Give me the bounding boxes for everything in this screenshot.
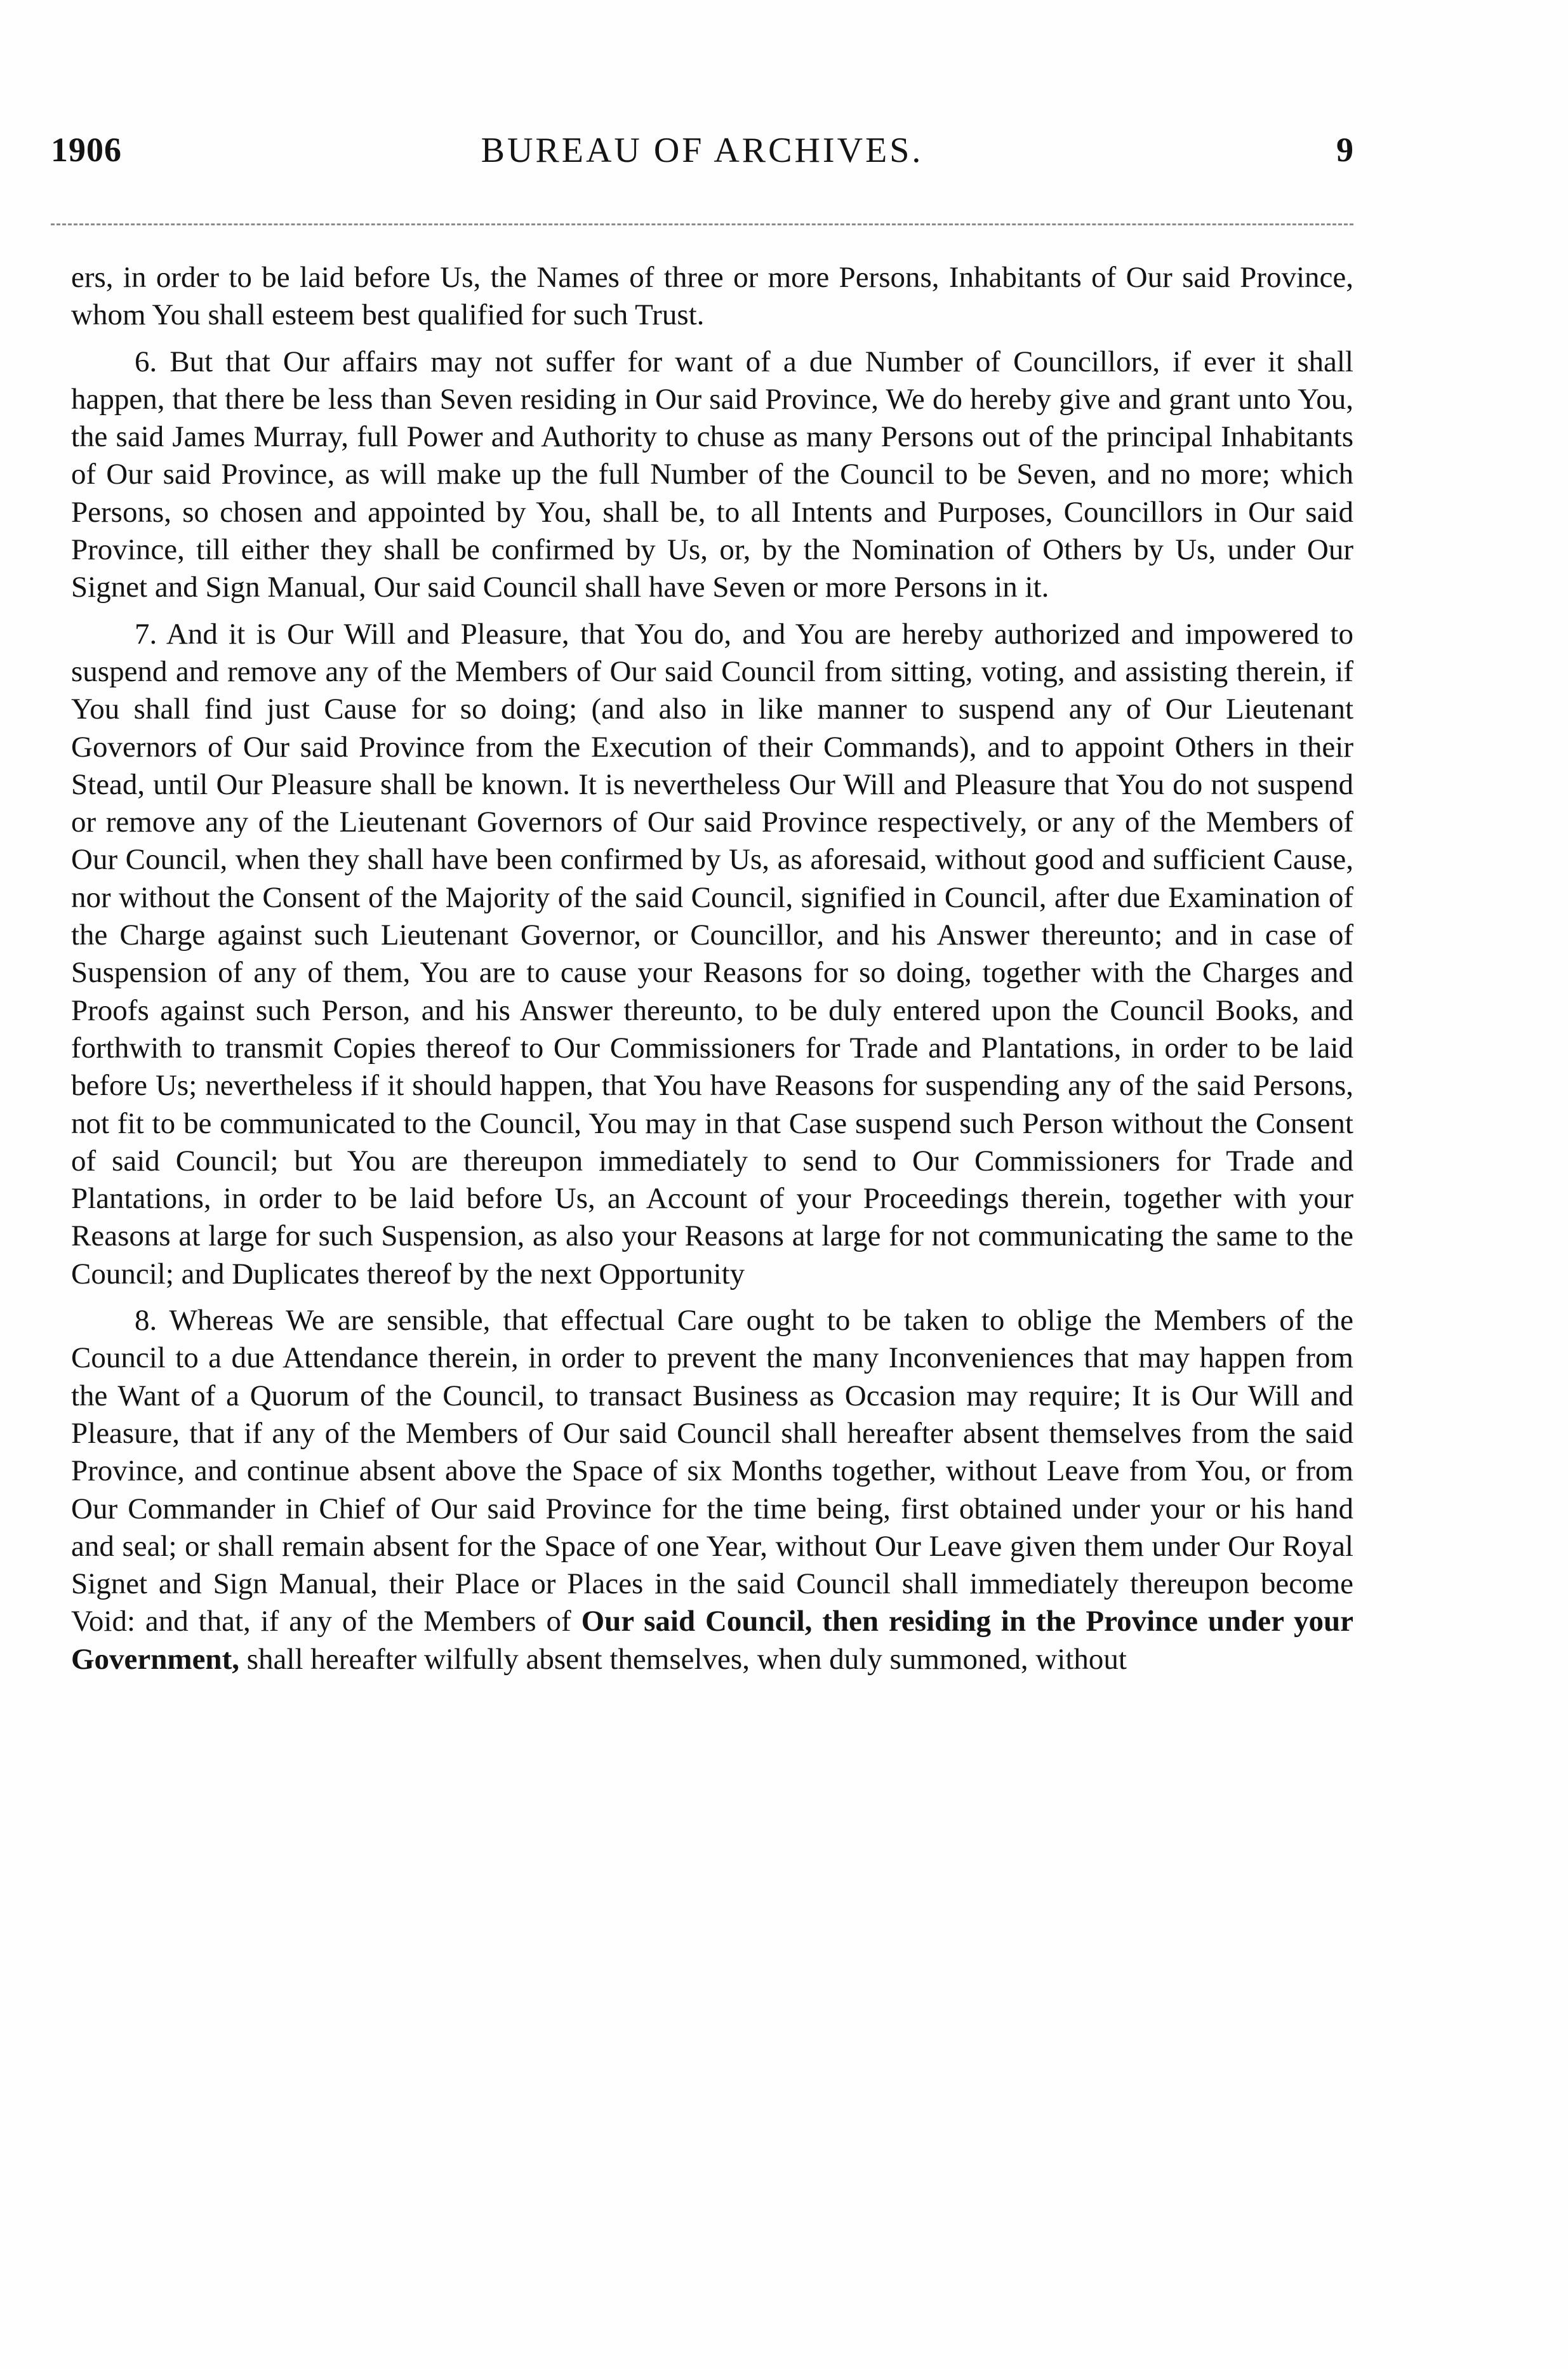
body-text — [71, 259, 1353, 1687]
header-rule — [51, 223, 1353, 225]
header-year: 1906 — [51, 131, 122, 169]
page-header — [51, 130, 1353, 181]
paragraph-6: 6. But that Our affairs may not suffer for want of a due Number of Councillors, if ever it shall happen, that there be less than Seven residing in Our said Province, We do hereby give and grant unto You, the said James Murray, full Power and Authority to chuse as many Persons out of the principal Inhabitants of Our said Province, as will make up the full Number of the Council to be Seven, and no more; which Persons, so chosen and appointed by You, shall be, to all Intents and Purposes, Councillors in Our said Province, till either they shall be confirmed by Us, or, by the Nomination of Others by Us, under Our Signet and Sign Manual, Our said Council shall have Seven or more Persons in it. — [71, 345, 1353, 604]
paragraph-continuation: ers, in order to be laid before Us, the Names of three or more Persons, Inhabitants of Our said Province, whom You shall esteem best qualified for such Trust. — [71, 261, 1353, 332]
paragraph-8 — [71, 1302, 1353, 1678]
running-title: BUREAU OF ARCHIVES. — [481, 131, 924, 170]
paragraph-8-text: 8. Whereas We are sensible, that effectual Care ought to be taken to oblige the Members of the Council to a due Attendance therein, in order to prevent the many Inconveniences that may happen from the Want of a Quorum of the Council, to transact Business as Occasion may require; It is Our Will and Pleasure, that if any of the Members of Our said Council shall hereafter absent themselves from the said Province, and continue absent above the Space of six Months together, without Leave from You, or from Our Commander in Chief of Our said Province for the time being, first obtained under your or his hand and seal; or shall remain absent for the Space of one Year, without Our Leave given them under Our Royal Signet and Sign Manual, their Place or Places in the said Council shall immediately thereupon become Void: and that, if any of the Members of — [71, 1304, 1353, 1638]
page-number: 9 — [1336, 131, 1353, 169]
paragraph-8-text-end: shall hereafter wilfully absent themselves, when duly summoned, without — [239, 1642, 1127, 1676]
paragraph-8-bold-text: Our said Council, then residing in the Province under your Government, — [71, 1605, 1353, 1676]
paragraph-7: 7. And it is Our Will and Pleasure, that You do, and You are hereby authorized and impowered to suspend and remove any of the Members of Our said Council from sitting, voting, and assisting therein, if You shall find just Cause for so doing; (and also in like manner to suspend any of Our Lieutenant Governors of Our said Province from the Execution of their Commands), and to appoint Others in their Stead, until Our Pleasure shall be known. It is nevertheless Our Will and Pleasure that You do not suspend or remove any of the Lieutenant Governors of Our said Province respectively, or any of the Members of Our Council, when they shall have been confirmed by Us, as aforesaid, without good and sufficient Cause, nor without the Consent of the Majority of the said Council, signified in Council, after due Examination of the Charge against such Lieutenant Governor, or Councillor, and his Answer thereunto; and in case of Suspension of any of them, You are to cause your Reasons for so doing, together with the Charges and Proofs against such Person, and his Answer thereunto, to be duly entered upon the Council Books, and forthwith to transmit Copies thereof to Our Commissioners for Trade and Plantations, in order to be laid before Us; nevertheless if it should happen, that You have Reasons for suspending any of the said Persons, not fit to be communicated to the Council, You may in that Case suspend such Person without the Consent of said Council; but You are thereupon immediately to send to Our Commissioners for Trade and Plantations, in order to be laid before Us, an Account of your Proceedings therein, together with your Reasons at large for such Suspension, as also your Reasons at large for not communicating the same to the Council; and Duplicates thereof by the next Opportunity — [71, 617, 1353, 1291]
